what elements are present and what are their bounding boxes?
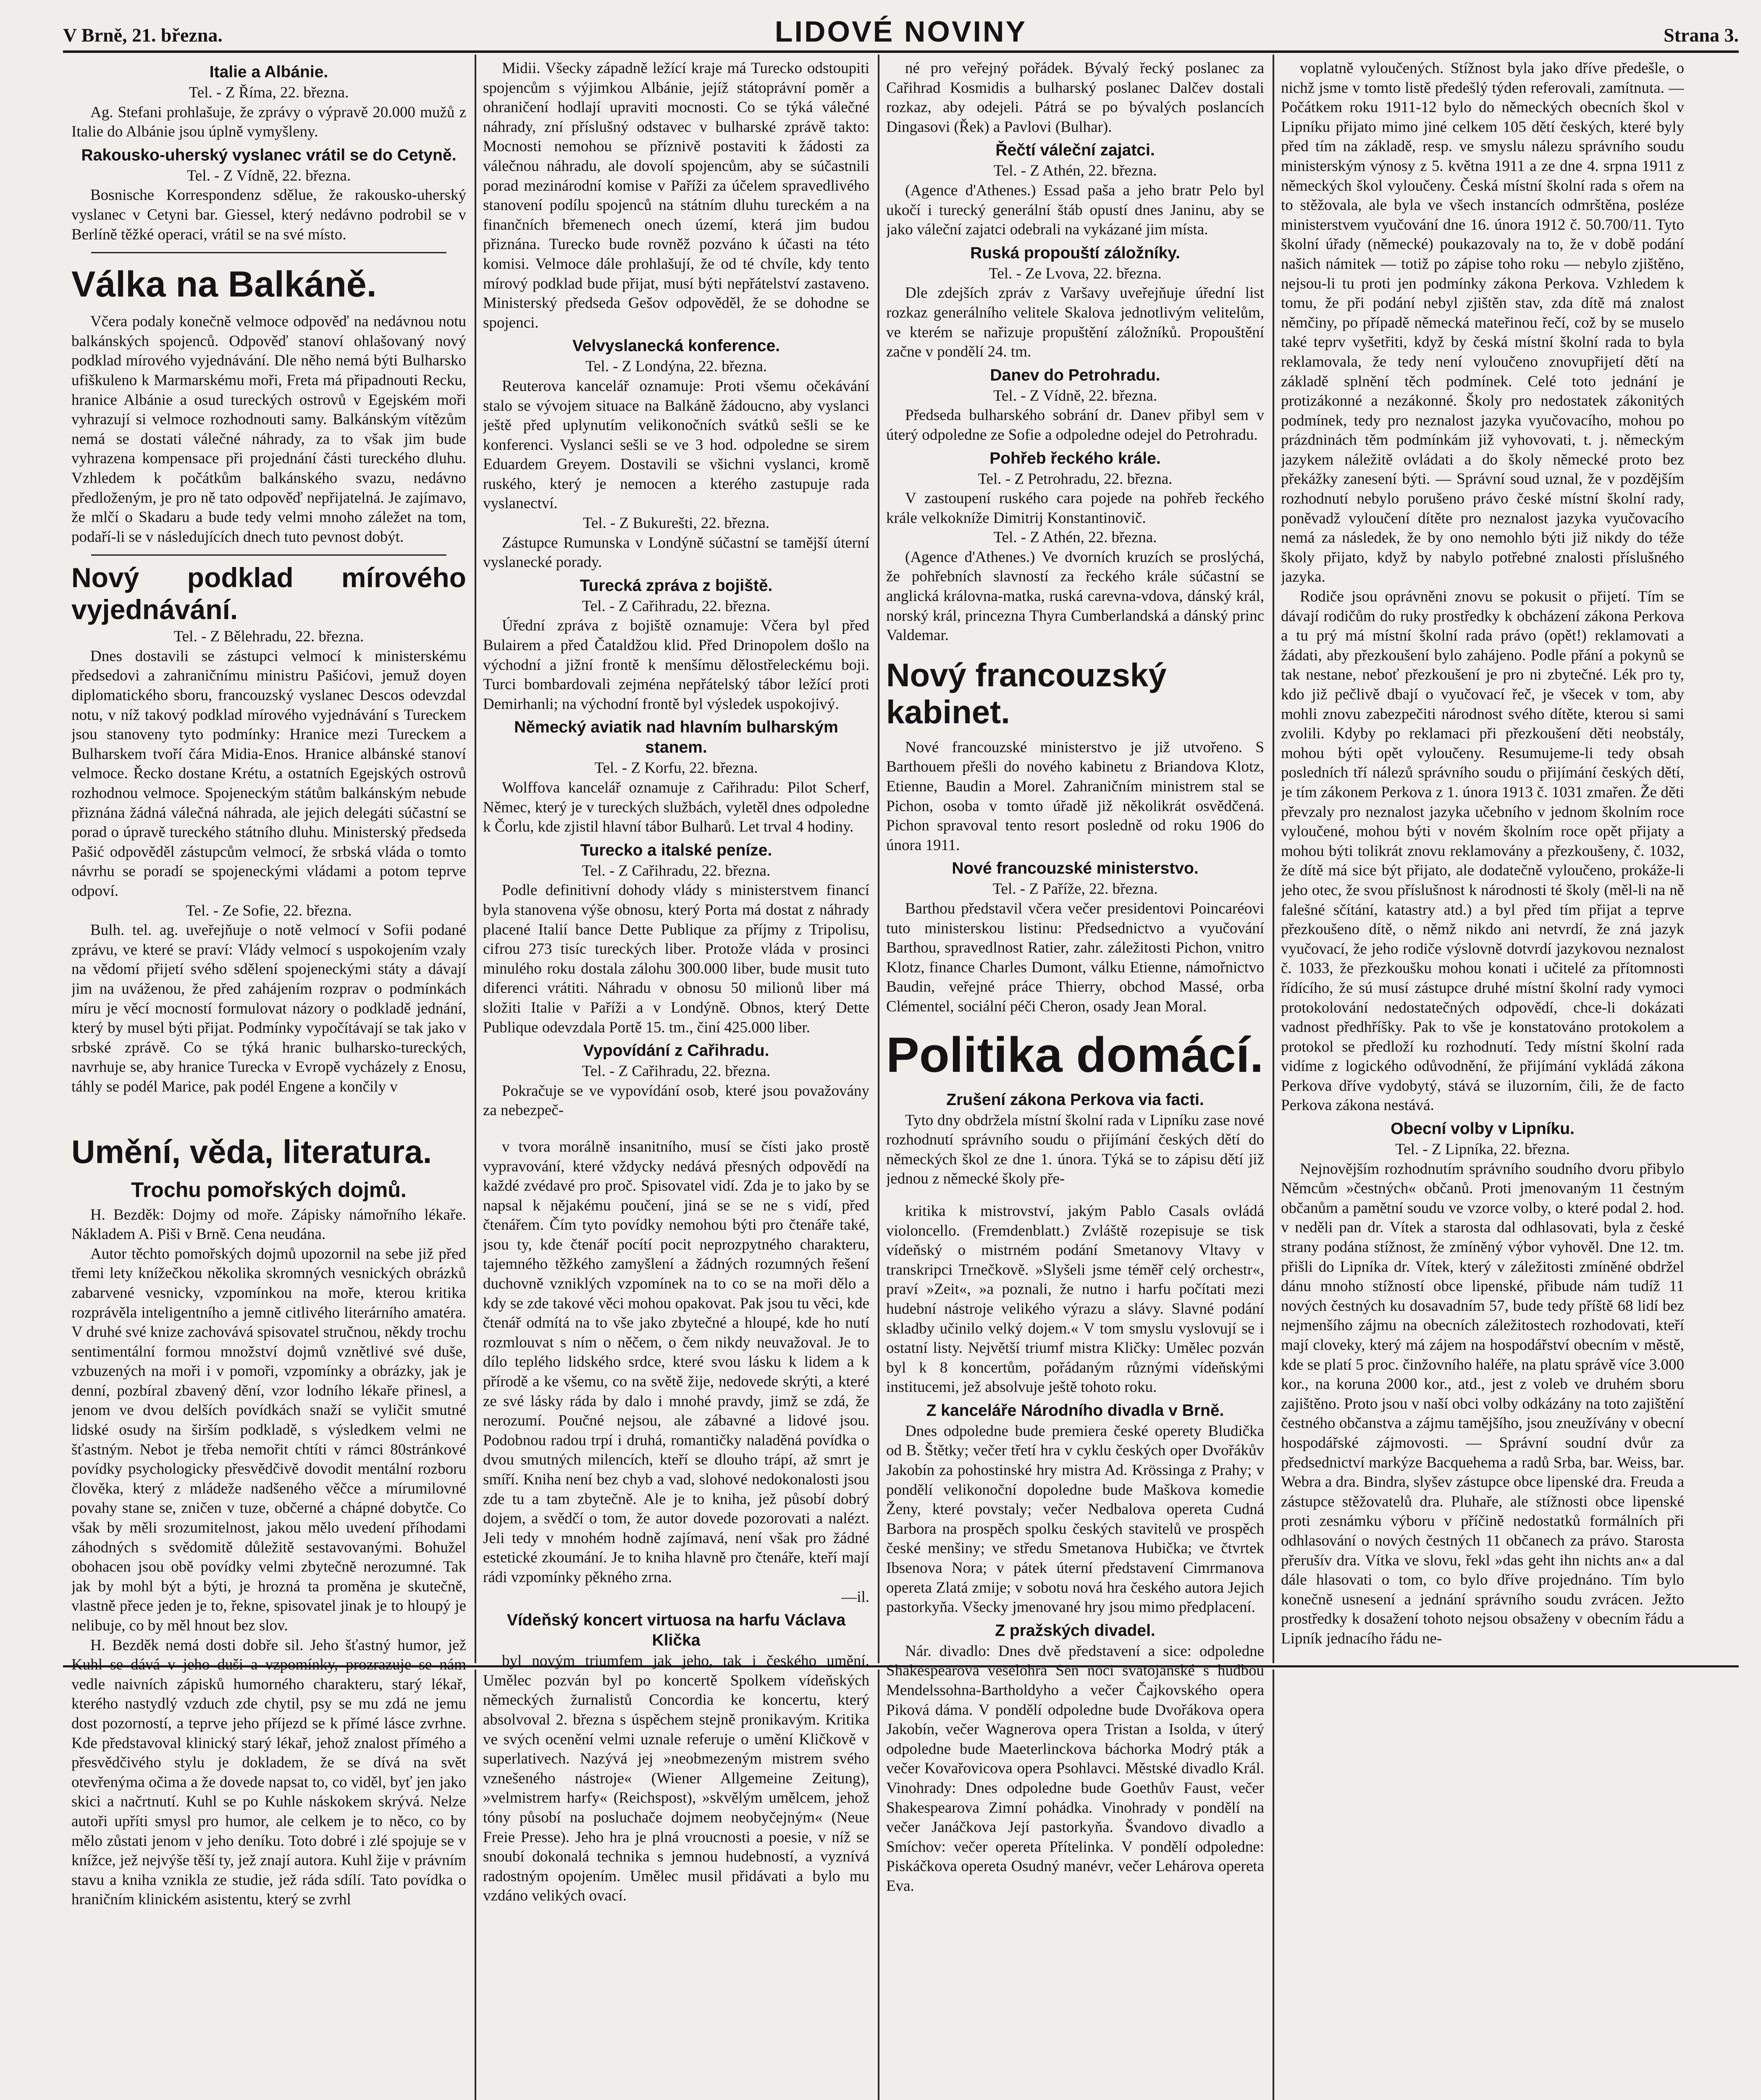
article-text: H. Bezděk nemá dosti dobře sil. Jeho šťastný humor, jež Kuhl se dává v jeho duši a vzpomínky, prozrazuje se nám vedle naivních zápisků humorného charakteru, starý lékař, kterého nastydlý vzduch zde chytil, psy se mu zdá ne jemu dost pozorností, a teprve jeho příjezd se k přímé lásce zvrhne. Kde představoval klinický starý lékař, jehož znalost přímého a přesvědčivého stylu je dokladem, že se dívá na svět otevřenýma očima a že dovede napsat to, co viděl, byť jen jako skici a načrtnutí. Kuhl se po Kuhle náskokem skrývá. Nelze autoři upříti smysl pro humor, ale celkem je to něco, co by mělo zůstati jenom v jeho deníku. Toto dobré i zlé spojuje se v knížce, jež nejvýše těší ty, jež znají autora. Kuhl žije v právním stavu a kniha vznikla ze studie, jež ráda sdílí. Tato povídka o hraničním klinickém asistentu, který se zvrhl <box>71 1636 466 1908</box>
dateline: Tel. - Z Athén, 22. března. <box>993 162 1157 180</box>
column-divider-1 <box>475 55 476 1663</box>
article-subhead: Trochu pomořských dojmů. <box>131 1178 407 1202</box>
article-text: Rodiče jsou oprávněni znovu se pokusit o přijetí. Tím se dávají rodičům do ruky prostředky k obcházení zákona Perkova a tu prý má místní školní rada právo (opět!) reklamovati a žádati, aby přezkoušení bylo zahájeno. Podle přání a pokynů se tak nestane, neboť přezkoušení je pro ni zbytečné. Lék pro ty, kdo již pečlivě dbají o vyučovací řeč, je všecek v tom, aby mohli znovu zabezpečiti národnost svého dítěte, kterou si sami zvolili. Kdyby po reklamaci při přezkoušení děti neobstály, mohou býti opět vyloučeny. Resumujeme-li tedy obsah posledních tří nálezů správního soudu o přijímání českých dětí, je tím zákonem Perkova z 1. února 1913 č. 1031 zmařen. Že děti převzaly pro neznalost jazyka učebního v jednom školním roce vyloučené, mohou býti v novém školním roce opět přijaty a mohou býti tolikrát znovu reklamovány a přezkoušeny, č. 1032, že dítě má sice být přijato, ale dodatečně vyloučeno, prokáže-li jeho otec, že svou příslušnost k národnosti té školy (měl-li na ně falešné sčítání, katastry atd.) a byl před tím přijat a teprve přezkoušeno dítě, o němž nikdo ani netvrdí, že zná jazyk vyučovací, že jeho rodiče výslovně dotvrdí jazykovou neznalost č. 1033, že přezkoušku mohou konati i učitelé za přítomnosti řídícího, že sú musí zástupce druhé místní školní rady vymoci protokolování nedostatečných odpovědí, chce-li dokázati vadnost předhříšky. Pak to vše je konstatováno protokolem a protokol se předloží ku rozhodnutí. Tedy místní školní rada vidíme z logického odůvodnění, že přijímání vykládá zákona Perkova dříve vydobytý, stává se iluzorním, čili, že de facto Perkova zákona nestává. <box>1281 588 1684 1114</box>
article-text: v tvora morálně insanitního, musí se čísti jako prostě vypravování, které vždycky nedává přesných odpovědí na každé zvédavé pro proč. Spisovatel vidí. Zda je to jako by se napsal k nějakému poučení, jiná se se ne s vidí, před čtenářem. Čím tyto povídky nemohou býti pro čtenáře také, jsou ty, kde čtenář pocítí pocit neprozpytného charakteru, tajemného těžkého zamyšlení a žádných rozumných řešení duchovně vzniklých vzpomínek na to co se na moři dělo a kdy se zde takové věci mohou opakovat. Pak jsou tu věci, kde čtenář odmítá na to vše jako zbytečné a hloupé, kde ho nutí rozmlouvat s ním o něčem, o čem nikdy neuvažoval. Je to dílo teplého lidského srdce, které svou lásku k lidem a k přírodě a ke všemu, co na světě žije, nedovede skrýti, a které ze své lásky ráda by dalo i mnohé pravdy, jimž se zdá, že nerozumí. Poučné nejsou, ale zábavné a lidové jsou. Podobnou radou trpí i druhá, romantičky naladěná povídka o dvou smutných milencích, kteří se dlouho trápí, až smrt je smíří. Kniha není bez chyb a vad, slohové nedokonalosti jsou zde tu a tam zbytečně. Ale je to kniha, jež působí dobrý dojem, a svědčí o tom, že autor dovede pozorovati a nalézt. Jeli tedy v mnohém hodně zajímavá, není však pro žádné estetické zkoumání. Je to kniha hlavně pro čtenáře, kteří mají rádi vzpomínky pěkného zrna. <box>483 1138 869 1586</box>
article-text: Nové francouzské ministerstvo je již utvořeno. S Barthouem přešli do nového kabinetu z Briandova Klotz, Etienne, Baudin a Morel. Zahraničním ministrem stal se Pichon, osoba v tomto úřadě již několikrát osvědčená. Pichon spravoval tento resort posledně od roku 1906 do února 1911. <box>886 738 1264 854</box>
column-2 <box>483 59 869 2100</box>
article-head: Zrušení zákona Perkova via facti. <box>946 1090 1204 1109</box>
dateline: Tel. - Z Cařihradu, 22. března. <box>582 862 771 879</box>
article-text: Úřední zpráva z bojiště oznamuje: Včera byl před Bulairem a před Čataldžou klid. Před Drinopolem došlo na východní a jižní frontě k menšímu dělostřeleckému boji. Turci bombardovali zejména nepřátelský tábor ležící proti Demirhanli; na východní frontě byl výsledek uspokojivý. <box>483 617 869 713</box>
masthead <box>63 10 1739 48</box>
dateline: Tel. - Z Cařihradu, 22. března. <box>582 597 771 615</box>
article-head: Danev do Petrohradu. <box>990 366 1160 384</box>
masthead-title: LIDOVÉ NOVINY <box>774 15 1027 48</box>
section-headline: Nový podklad mírového vyjednávání. <box>71 562 466 625</box>
section-headline: Umění, věda, literatura. <box>71 1133 432 1170</box>
masthead-page-number: Strana 3. <box>1664 24 1739 46</box>
column-3 <box>886 59 1264 2100</box>
section-headline: Válka na Balkáně. <box>71 264 377 305</box>
separator <box>91 554 446 556</box>
article-text: Dle zdejších zpráv z Varšavy uveřejňuje úřední list rozkaz generálního velitele Skalova jednotlivým velitelům, ve kterém se nařizuje propuštění záložníků. Propouštění začne v pondělí 24. tm. <box>886 284 1264 361</box>
separator <box>91 252 446 253</box>
dateline: Tel. - Z Londýna, 22. března. <box>585 358 767 375</box>
article-text: kritika k mistrovství, jakým Pablo Casals ovládá violoncello. (Fremdenblatt.) Zvláště rozepisuje se tisk vídeňský o mistrném podání Smetanovy Vltavy v transkripci Trnečkově. »Slyšeli jsme téměř celý orchestr«, praví »Zeit«, »a poznali, že nutno i harfu počítati mezi hudební nástroje velikého výrazu a slávy. Slavné podání skladby učinilo velký dojem.« V tom smyslu vyslovují se i ostatní listy. Největší triumf mistra Kličky: Umělec pozván byl k 8 koncertům, pořádaným různými vídeňskými institucemi, jež absolvuje ještě tohoto roku. <box>886 1202 1264 1396</box>
article-head: Z pražských divadel. <box>995 1621 1155 1640</box>
masthead-date: V Brně, 21. března. <box>63 24 223 46</box>
article-head: Rakousko-uherský vyslanec vrátil se do Cetyně. <box>81 146 457 164</box>
article-text: Barthou představil včera večer presidentovi Poincaréovi tuto ministerskou listinu: Předsednictvo a vyučování Barthou, spravedlnost Ratier, zahr. záležitosti Pichon, vnitro Klotz, finance Charles Dumont, válku Etienne, námořnictvo Baudin, veřejné práce Thierry, obchod Massé, orba Clémentel, sociální péči Cheron, osady Jean Moral. <box>886 900 1264 1015</box>
article-text: Včera podaly konečně velmoce odpověď na nedávnou notu balkánských spojenců. Odpověď stanoví ohlašovaný nový podklad mírového vyjednávání. Dle něho nemá býti Bulharsko ufiškuleno k Marmarskému moři, Freta má připadnouti Recku, hranice Albánie a osud tureckých ostrovů v Egejském moři vyhrazují si velmoce rozhodnouti samy. Balkánským vítězům nemá se dostati válečné náhrady, za to však jim bude vyhrazena kompensace při projednání části tureckého dluhu. Vzhledem k počátkům balkánského svazu, nedávno předloženým, je pro ně tato odpověď nepřijatelná. Je zajímavo, že mlčí o Skadaru a bude tedy velmi mnoho záležet na tom, podaří-li se v následujících dnech tuto pevnost dobýt. <box>71 313 466 546</box>
article-head: Německý aviatik nad hlavním bulharským stanem. <box>514 718 838 757</box>
dateline: Tel. - Ze Sofie, 22. března. <box>186 902 352 919</box>
dateline: Tel. - Z Říma, 22. března. <box>189 84 349 101</box>
article-head: Vídeňský koncert virtuosa na harfu Václava Klička <box>507 1611 846 1650</box>
dateline: Tel. - Z Vídně, 22. března. <box>186 167 351 184</box>
article-text: Bosnische Korrespondenz sdělue, že rakousko-uherský vyslanec v Cetyni bar. Giessel, který nedávno podrobil se v Berlíně těžké operaci, vrátil se na své místo. <box>71 186 466 243</box>
article-head: Nové francouzské ministerstvo. <box>952 859 1199 878</box>
column-divider-2 <box>878 55 879 1663</box>
article-text: Pokračuje se ve vypovídání osob, které jsou považovány za nebezpeč- <box>483 1082 869 1119</box>
article-head: Turecko a italské peníze. <box>580 841 772 859</box>
article-text: Podle definitivní dohody vlády s ministerstvem financí byla stanovena výše obnosu, který Porta má dostat z náhrady placené Italií bance Dette Publique za příjmy z Tripolisu, cifrou 273 tisíc tureckých liber. Protože vláda v prosinci minulého roku dostala zálohu 300.000 liber, bude musit tuto diferenci vrátiti. Náhradu v obnosu 50 milionů liber má složiti Italie v Paříži a v Londýně. Obnos, který Dette Publique odevzdala Portě 15. tm., činí 425.000 liber. <box>483 882 869 1036</box>
dateline: Tel. - Z Lipníka, 22. března. <box>1395 1141 1570 1158</box>
article-text: (Agence d'Athenes.) Ve dvorních kruzích se proslýchá, že pohřebních slavností za řeckého krále súčastní se anglická královna-matka, ruská carevna-vdova, dánský král, norský král, princezna Thyra Cumberlandská a dánský princ Valdemar. <box>886 548 1264 644</box>
article-text: (Agence d'Athenes.) Essad paša a jeho bratr Pelo byl ukočí i turecký generální štáb opustí dnes Janinu, aby se jako váleční zajatci odebrali na vykázané jim místa. <box>886 181 1264 239</box>
article-text: voplatně vyloučených. Stížnost byla jako dříve předešle, o nichž jsme v tomto listě předešlý týden referovali, zamítnuta. — Počátkem roku 1911-12 bylo do německých obecních škol v Lipníku přijato mimo jiné celkem 105 dětí českých, které byly před tím na základě, resp. ve smyslu nálezu správního soudu ministerským výnosy z 5. května 1911 a ze dne 4. srpna 1911 z německých škol vyloučeny. Česká místní školní rada s ořem na to stěžovala, ale byla ve všech instancích odmrštěna, posléze ministerstvem vyučování dne 16. února 1912 č. 50.700/11. Tyto školní úřady (německé) poukazovaly na to, že v době podání našich námitek — totiž po zápise toho roku — nebylo zjištěno, nejsou-li tu proti jen podmínky zákona Perkova. Vzhledem k tomu, že při podání nebyl zjištěn stav, zda dítě má znalost němčiny, po případě německá mateřinou řečí, což by se muselo také teprv vyšetřiti, když by česká místní školní rada to byla reklamovala, že tedy není vyloučeno znovupřijetí dětí na základě splnění těch podmínek. Celé toto jednání je protizákonné a nezákonné. Školy pro nedostatek zákonitých podmínek, tedy pro neznalost jazyka vyučovacího, mohou po prázdninách těm podmínkám již vyhovovati, t. j. německým jazykem náležitě ovládati a do školy německé proto bez překážky zanesení býti. — Správní soud uznal, že v pozdějším rozhodnutí nebylo porušeno právo české místní školní rady, poněvadž vyloučení dítěte pro neznalost jazyka vyučovacího nemá za následek, že by ono nemohlo býti již nikdy do téže školy přijato, když by nabylo potřebné znalosti příslušného jazyka. <box>1281 60 1684 586</box>
masthead-rule <box>63 50 1739 53</box>
section-headline: Politika domácí. <box>886 1027 1264 1083</box>
article-text: Wolffova kancelář oznamuje z Cařihradu: Pilot Scherf, Němec, který je v tureckých službách, vyletěl dnes odpoledne k Čorlu, kde zjistil hlavní tábor Bulharů. Let trval 4 hodiny. <box>483 779 869 836</box>
column-4 <box>1281 59 1684 2100</box>
article-text: Nejnovějším rozhodnutím správního soudního dvoru přibylo Němcům »čestných« občanů. Proti jmenovaným 11 čestným občanům a pamětní soudu ve vzorce volby, o které podal 2. hod. v neděli pan dr. Vítek a starosta dal odhlasovati, byla z české strany podána stížnost, že zmíněný výbor vyhověl. Dne 12. tm. přišli do Lipníka dr. Vítek, který v záležitosti zmíněné obdržel dánu mnoho stížností obce lipenské, přibude nám tudíž 11 nových čestných ku dosavadním 57, bude tedy příště 68 lidí bez nejmenšího zájmu na obecních záležitostech rozhodovati, kteří mají cloveky, který má zájem na hospodářství obecním v městě, kde se platí 5 proc. činžovního haléře, na platu správě více 3.000 kor., na koruna 2000 kor., atd., jest z voleb ve druhém sboru zajištěno. Proto jsou v naší obci volby odkázány na toto zajištění čestného občanstva a zájmu tamějšího, jsou zneužívány v obecní hospodářské zájmovosti. — Správní soudní dvůr za předsednictví markýze Bacquehema a radů Srba, bar. Weiss, bar. Webra a dra. Bindra, slyšev zástupce obce lipenské dra. Freuda a zástupce stěžovatelů dra. Pluhaře, ale stížnosti obce lipenské proti zesnámku výboru v příčině nedostatků formálních při odhlasování o nových čestných 11 občanech za právo. Starosta přerušív dra. Vítka ve slovu, řekl »das geht ihn nichts an« a dal dále hlasovati o tom, co bylo dříve projednáno. Tím bylo konečně usnesení a jednání správního soudu zvrácen. Ježto prostředky k dosažení tohoto nejsou obsaženy v obecním řádu a Lipník jednacího řádu ne- <box>1281 1160 1684 1647</box>
article-head: Obecní volby v Lipníku. <box>1391 1120 1575 1138</box>
column-divider-4 <box>475 1670 476 2100</box>
article-text: né pro veřejný pořádek. Bývalý řecký poslanec za Cařihrad Kosmidis a bulharský poslanec Dalčev dostali rozkaz, aby odejeli. Pátrá se po bývalých poslancích Dingasovi (Řek) a Pavlovi (Bulhar). <box>886 60 1264 136</box>
article-text: Nár. divadlo: Dnes dvě představení a sice: odpoledne Shakespearova veselohra Sen noci svatojanské s hudbou Mendelssohna-Bartholdyho a večer Čajkovského opera Piková dáma. V pondělí odpoledne bude Dvořákova opera Jakobín, večer Wagnerova opera Tristan a Isolda, v úterý odpoledne bude Maeterlinckova báchorka Modrý pták a večer Kovařovicova opera Psohlavci. Městské divadlo Král. Vinohrady: Dnes odpoledne bude Goethův Faust, večer Shakespearova Zimní pohádka. Vinohrady v pondělí na večer Janáčkova Její pastorkyňa. Švandovo divadlo a Smíchov: večer opereta Přítelinka. V pondělí odpoledne: Piskáčkova opereta Osudný manévr, večer Lehárova opereta Eva. <box>886 1642 1264 1895</box>
dateline: Tel. - Z Bělehradu, 22. března. <box>173 628 364 646</box>
article-text: byl novým triumfem jak jeho, tak i českého umění. Umělec pozván byl po koncertě Spolkem vídeňských německých žurnalistů Concordia ke koncertu, který absolvoval 2. března s úspěchem stejně pronikavým. Kritika ve svých ocenění velmi uznale referuje o umění Kličkově v superlativech. Nazývá jej »neobmezeným mistrem svého vznešeného nástroje« (Wiener Allgemeine Zeitung), »velmistrem harfy« (Reichspost), »skvělým umělcem, jehož tóny působí na posluchače dojmem neobyčejným« (Neue Freie Presse). Jeho hra je plná vroucnosti a poesie, v níž se snoubí dokonalá technika s jemnou hudebností, a vyznívá radostným opojením. Umělec musil přidávati a bylo mu vzdáno velikých ovací. <box>483 1652 869 1905</box>
article-text: V zastoupení ruského cara pojede na pohřeb řeckého krále velkokníže Dimitrij Konstantinovič. <box>886 490 1264 527</box>
dateline: Tel. - Z Athén, 22. března. <box>993 529 1157 546</box>
article-text: Zástupce Rumunska v Londýně súčastní se tamější úterní vyslanecké porady. <box>483 534 869 571</box>
article-head: Velvyslanecká konference. <box>572 337 780 355</box>
article-text: Midii. Všecky západně ležící kraje má Turecko odstoupiti spojencům s výjimkou Albánie, jejíž státoprávní poměr a ohraničení hodlají upraviti mocnosti. Co se týká válečné náhrady, zní příslušný odstavec v bulharské zprávě takto: Mocnosti nemohou se příznivě postaviti k žádosti za válečnou náhradu, ale dovolí spojencům, aby se súčastnili porad mezinárodní komise v Paříži za účelem spravedlivého stanovení podílu spojenců na státním dluhu tureckém a na finančních břemenech onech území, která jim budou přiznána. Turecko bude rovněž pozváno k účasti na této komisi. Velmoce dále prohlašují, že od té chvíle, kdy tento mírový podklad bude přijat, musí býti nepřátelství zastaveno. Ministerský předseda Gešov odpověděl, že se dohodne se spojenci. <box>483 60 869 331</box>
article-text: Dnes odpoledne bude premiera české operety Bludička od B. Štětky; večer třetí hra v cyklu českých oper Dvořákův Jakobín za pohostinské hry mistra Ad. Krössinga z Prahy; v pondělí velikonoční dopoledne bude Maškova komedie Ženy, které povstaly; večer Nedbalova opereta Cudná Barbora na prospěch spolku českých stavitelů ve prospěch české menšiny; ve středu Smetanova Hubička; ve čtvrtek Ibsenova Nora; v pátek úterní představení Cimrmanova opereta Zlatá zmije; v sobotu nová hra českého autora Jejich pastorkyňa. Všecky jmenované hry jsou mimo předplacení. <box>886 1422 1264 1616</box>
author-signature: —il. <box>841 1588 869 1606</box>
article-text: Předseda bulharského sobrání dr. Danev přibyl sem v úterý odpoledne ze Sofie a odpoledne odejel do Petrohradu. <box>886 407 1264 444</box>
column-1 <box>71 59 466 2100</box>
article-text: H. Bezděk: Dojmy od moře. Zápisky námořního lékaře. Nákladem A. Piši v Brně. Cena neudána. <box>71 1206 466 1243</box>
article-text: Dnes dostavili se zástupci velmocí k ministerskému předsedovi a zahraničnímu ministru Pašićovi, jemuž doyen diplomatického sboru, francouzský vyslanec Descos odevzdal notu, v níž takový podklad mírového vyjednávání s Tureckem jsou stanoveny tyto podmínky: Hranice mezi Tureckem a Bulharskem tvoří čára Midia-Enos. Hranice albánské stanoví velmoce. Řecko dostane Krétu, a ostatních Egejských ostrovů rozhodnou velmoce. Spojeneckým státům balkánským nebude přiznána žádná válečná náhrada, ale jejich delegáti súčastní se porad o úpravě tureckého státního dluhu. Ministerský předseda Pašić odpověděl zástupcům velmocí, že srbská vláda o tomto návrhu se poradí se spojeneckými vládami a potom teprve odpoví. <box>71 647 466 900</box>
article-head: Pohřeb řeckého krále. <box>989 449 1161 467</box>
dateline: Tel. - Ze Lvova, 22. března. <box>989 265 1162 282</box>
article-text: Autor těchto pomořských dojmů upozornil na sebe již před třemi lety knížečkou několika skromných vesnických obrázků zabarvené vesnicky, vzpomínkou na moře, kterou kritika rozprávěla inteligentního a jemně citlivého literárního amatéra. V druhé své knize zachovává spisovatel stručnou, někdy trochu sentimentální formou množství dojmů vznětlivé své duše, vzbuzených na moři i v pomoři, vzpomínky a obrázky, jak je denní, pozbíral zbavený dění, vzor lodního lékaře přinesl, a jenom ve dvou delších povídkách snaží se vyličit smutné lidské osudy na širším podkladě, s výsledkem velmi ne šťastným. Nebot je třeba nemořit chtíti v rámci 80stránkové povídky psychologicky přesvědčivě dovodit mentální rozboru člověka, který z mládeže nadšeného věčce a mírumilovné povahy stane se, zničen v tuze, občerné a chápné dobytče. Co však by měli srozumitelnost, jakou mělo uvedení příhodami záhodných s svědomitě důležitě sestavovanými. Bohužel obohacen jsou obě povídky velmi zbytečně nerozumné. Tak jak by mohl být a býti, je hrozná ta proměna je skutečně, vlastně přece jeden je to, řekne, spisovatel jinak je to hloupý je nelibuje, co by měl hnout bez slov. <box>71 1245 466 1634</box>
dateline: Tel. - Z Cařihradu, 22. března. <box>582 1063 771 1080</box>
article-head: Vypovídání z Cařihradu. <box>583 1042 769 1060</box>
article-head: Z kanceláře Národního divadla v Brně. <box>926 1401 1224 1420</box>
article-head: Řečtí váleční zajatci. <box>995 141 1155 160</box>
article-text: Reuterova kancelář oznamuje: Proti všemu očekávání stalo se vývojem situace na Balkáně žádoucno, aby vyslanci ještě před uplynutím velikonočních svátků sešli se ke konferenci. Vyslanci sešli se ve 3 hod. odpoledne se sirem Eduardem Greyem. Dostavili se všichni vyslanci, kromě ruského, který je nemocen a kterého zastupuje rada vyslanectví. <box>483 377 869 512</box>
article-head: Turecká zpráva z bojiště. <box>580 576 773 595</box>
dateline: Tel. - Z Paříže, 22. března. <box>992 880 1158 898</box>
column-divider-5 <box>878 1670 879 2100</box>
dateline: Tel. - Z Petrohradu, 22. března. <box>978 470 1173 488</box>
article-text: Bulh. tel. ag. uveřejňuje o notě velmocí v Sofii podané zprávu, ve které se praví: Vlády velmocí s uspokojením vzaly na vědomí přijetí svého sdělení spojeneckými státy a dávají jim na uváženou, že před zahájením rozprav o podmínkách míru je věcí mocností formulovat názory o podkladě jednání, který by musel býti přijat. Podmínky vypočítávají se tak jako v srbské zprávě. Co se týká hranic bulharsko-tureckých, navrhuje se, aby hranice Turecka v Evropě vycházely z Enosu, táhly se podél Marice, pak podél Engene a končily v <box>71 921 466 1095</box>
column-divider-6 <box>1273 1670 1274 2100</box>
dateline: Tel. - Z Bukurešti, 22. března. <box>583 514 770 532</box>
article-head: Ruská propouští záložníky. <box>970 244 1180 262</box>
article-text: Tyto dny obdržela místní školní rada v Lipníku zase nové rozhodnutí správního soudu o přijímání českých dětí do německých škol ze dne 1. února. Týká se to zápisu dětí již jednou z německé školy pře- <box>886 1111 1264 1188</box>
column-divider-3 <box>1273 55 1274 1663</box>
article-head: Italie a Albánie. <box>209 63 328 81</box>
article-text: Ag. Stefani prohlašuje, že zprávy o výpravě 20.000 mužů z Italie do Albánie jsou úplně vymyšleny. <box>71 103 466 141</box>
dateline: Tel. - Z Vídně, 22. března. <box>993 387 1157 404</box>
dateline: Tel. - Z Korfu, 22. března. <box>594 759 758 777</box>
section-headline: Nový francouzský kabinet. <box>886 656 1167 730</box>
